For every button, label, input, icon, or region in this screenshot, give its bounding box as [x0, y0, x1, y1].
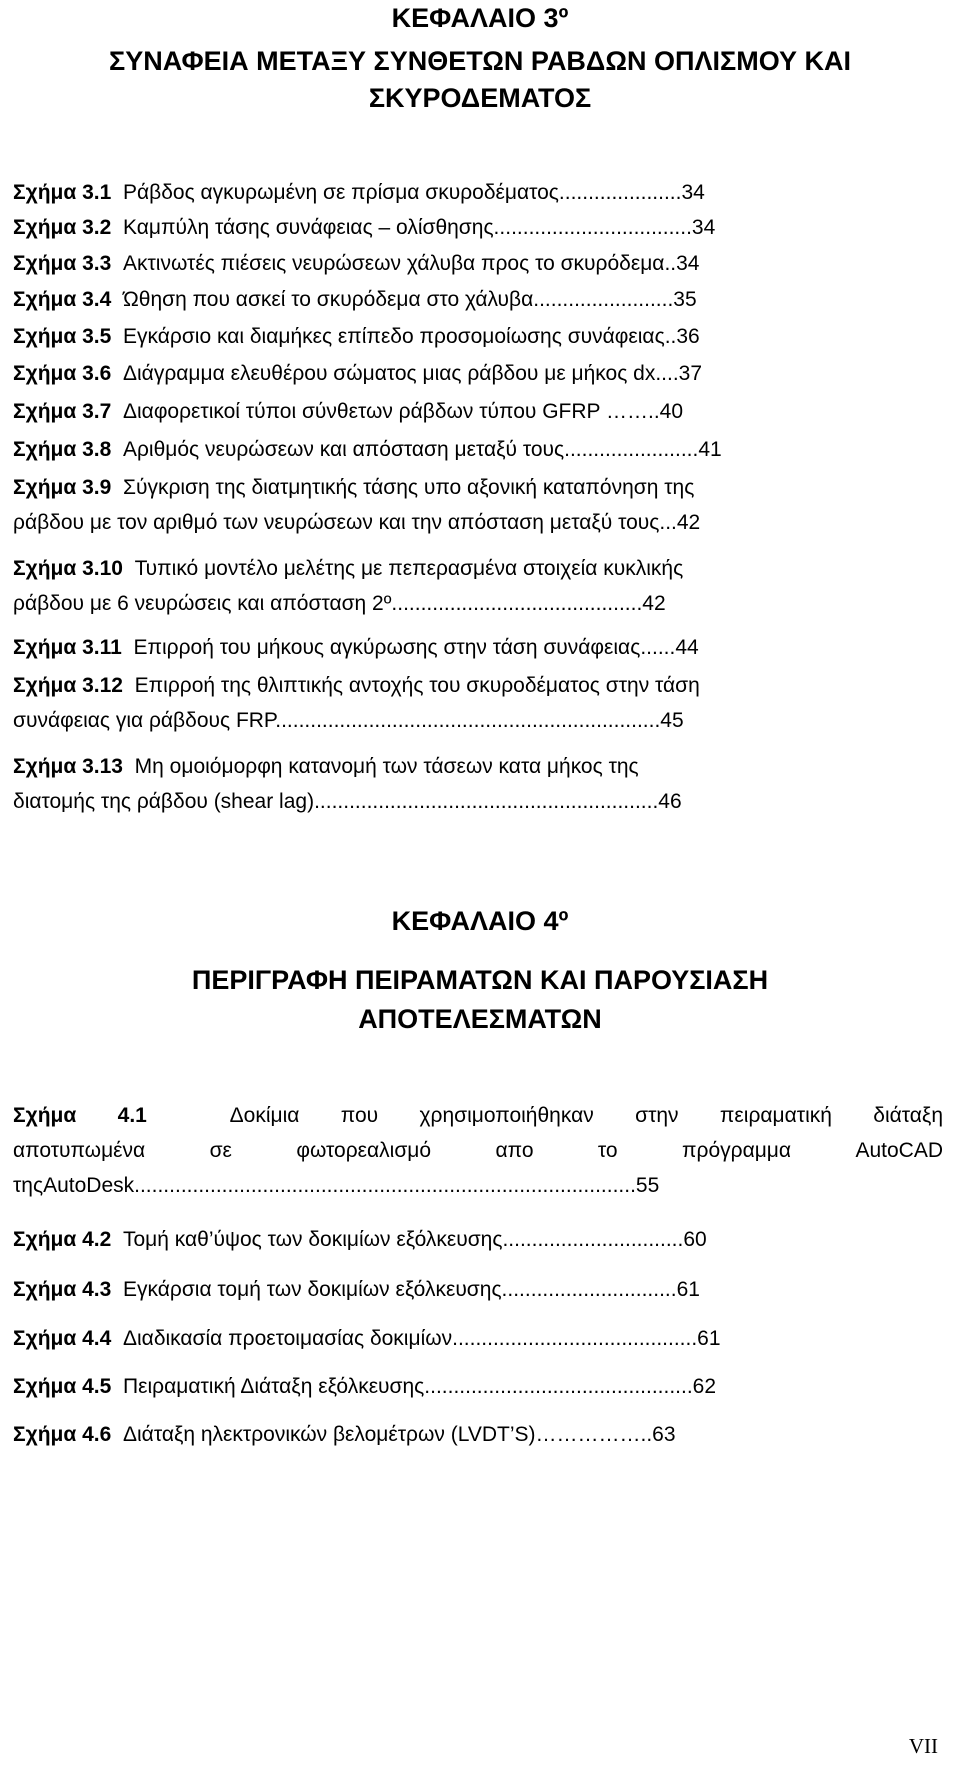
toc-entry-3-4[interactable] — [13, 282, 697, 317]
figure-caption: Ακτινωτές πιέσεις νευρώσεων χάλυβα προς το σκυρόδεμα..34 — [122, 252, 700, 275]
figure-caption: Μη ομοιόμορφη κατανομή των τάσεων κατα μήκος της — [134, 755, 639, 778]
figure-label: Σχήμα 3.7 — [13, 400, 112, 423]
toc-entry-4-1[interactable] — [13, 1098, 943, 1203]
page-number: VII — [908, 1734, 938, 1758]
figure-label: Σχήμα 3.6 — [13, 362, 112, 385]
figure-label: Σχήμα 4.3 — [13, 1278, 112, 1301]
figure-caption: Καμπύλη τάσης συνάφειας – ολίσθησης..................................34 — [122, 216, 716, 239]
figure-label: Σχήμα 3.3 — [13, 252, 112, 275]
figure-caption: Ράβδος αγκυρωμένη σε πρίσμα σκυροδέματος.....................34 — [122, 181, 705, 204]
figure-label: Σχήμα 4.2 — [13, 1228, 112, 1251]
toc-entry-3-9[interactable] — [13, 470, 700, 540]
figure-caption: Διάγραμμα ελευθέρου σώματος μιας ράβδου με μήκος dx....37 — [122, 362, 703, 385]
toc-entry-4-3[interactable] — [13, 1272, 700, 1307]
figure-caption: Διάταξη ηλεκτρονικών βελομέτρων (LVDT’S)……………..63 — [122, 1423, 676, 1446]
chapter-4-title-line-2: ΑΠΟΤΕΛΕΣΜΑΤΩΝ — [358, 1004, 602, 1034]
figure-caption: Τομή καθ’ύψος των δοκιμίων εξόλκευσης...............................60 — [122, 1228, 707, 1251]
chapter-3-title-line-2: ΣΚΥΡΟΔΕΜΑΤΟΣ — [368, 83, 592, 113]
figure-caption: Εγκάρσιο και διαμήκες επίπεδο προσομοίωσης συνάφειας..36 — [122, 325, 700, 348]
figure-label: Σχήμα 3.12 — [13, 674, 123, 697]
figure-label: Σχήμα 3.11 — [13, 636, 122, 659]
toc-entry-3-12[interactable] — [13, 668, 700, 738]
figure-label: Σχήμα 3.4 — [13, 288, 112, 311]
chapter-3-title-line-1: ΣΥΝΑΦΕΙΑ ΜΕΤΑΞΥ ΣΥΝΘΕΤΩΝ ΡΑΒΔΩΝ ΟΠΛΙΣΜΟΥ ΚΑΙ — [109, 46, 851, 76]
toc-entry-3-3[interactable] — [13, 246, 699, 281]
figure-caption: Σύγκριση της διατμητικής τάσης υπο αξονική καταπόνηση της — [122, 476, 695, 499]
chapter-3-number: ΚΕΦΑΛΑΙΟ 3º — [391, 3, 569, 33]
figure-label: Σχήμα 3.1 — [13, 181, 112, 204]
figure-label: Σχήμα 3.9 — [13, 476, 112, 499]
figure-label: Σχήμα 4.1 — [13, 1104, 147, 1127]
figure-caption: Τυπικό μοντέλο μελέτης με πεπερασμένα στοιχεία κυκλικής — [134, 557, 684, 580]
figure-caption-continued: ράβδου με τον αριθμό των νευρώσεων και την απόσταση μεταξύ τους...42 — [13, 511, 701, 534]
figure-caption-continued: διατομής της ράβδου (shear lag)...........................................................46 — [13, 790, 682, 813]
chapter-4-title-line-1: ΠΕΡΙΓΡΑΦΗ ΠΕΙΡΑΜΑΤΩΝ ΚΑΙ ΠΑΡΟΥΣΙΑΣΗ — [191, 965, 769, 995]
figure-caption-continued: αποτυπωμένα σε φωτορεαλισμό απο το πρόγραμμα AutoCAD — [13, 1139, 943, 1162]
chapter-4-number: ΚΕΦΑΛΑΙΟ 4º — [391, 906, 569, 936]
toc-entry-4-5[interactable] — [13, 1369, 716, 1404]
figure-label: Σχήμα 3.5 — [13, 325, 112, 348]
figure-label: Σχήμα 4.6 — [13, 1423, 112, 1446]
figure-caption: Δοκίμια που χρησιμοποιήθηκαν στην πειραματική διάταξη — [229, 1104, 944, 1127]
figure-caption: Πειραματική Διάταξη εξόλκευσης..............................................62 — [122, 1375, 717, 1398]
toc-entry-3-1[interactable] — [13, 175, 705, 210]
figure-label: Σχήμα 4.4 — [13, 1327, 112, 1350]
toc-entry-3-10[interactable] — [13, 551, 683, 621]
figure-caption: Αριθμός νευρώσεων και απόσταση μεταξύ τους.......................41 — [122, 438, 722, 461]
figure-caption: Επιρροή της θλιπτικής αντοχής του σκυροδέματος στην τάση — [134, 674, 700, 697]
figure-caption-continued: συνάφειας για ράβδους FRP..................................................................45 — [13, 709, 684, 732]
figure-caption: Εγκάρσια τομή των δοκιμίων εξόλκευσης..............................61 — [122, 1278, 700, 1301]
toc-entry-3-2[interactable] — [13, 210, 715, 245]
toc-entry-3-5[interactable] — [13, 319, 700, 354]
toc-entry-3-11[interactable] — [13, 630, 699, 665]
figure-label: Σχήμα 3.13 — [13, 755, 123, 778]
figure-label: Σχήμα 3.8 — [13, 438, 112, 461]
figure-caption: Ώθηση που ασκεί το σκυρόδεμα στο χάλυβα........................35 — [122, 288, 697, 311]
toc-entry-3-7[interactable] — [13, 394, 683, 429]
figure-caption: Διαφορετικοί τύποι σύνθετων ράβδων τύπου GFRP ……..40 — [122, 400, 684, 423]
figure-caption: Διαδικασία προετοιμασίας δοκιμίων..........................................61 — [122, 1327, 721, 1350]
figure-label: Σχήμα 3.2 — [13, 216, 112, 239]
toc-entry-3-13[interactable] — [13, 749, 682, 819]
toc-entry-3-6[interactable] — [13, 356, 702, 391]
toc-entry-4-6[interactable] — [13, 1417, 676, 1452]
figure-caption: Επιρροή του μήκους αγκύρωσης στην τάση συνάφειας......44 — [133, 636, 699, 659]
toc-entry-4-4[interactable] — [13, 1321, 721, 1356]
toc-entry-3-8[interactable] — [13, 432, 722, 467]
figure-label: Σχήμα 3.10 — [13, 557, 123, 580]
figure-label: Σχήμα 4.5 — [13, 1375, 112, 1398]
toc-entry-4-2[interactable] — [13, 1222, 707, 1257]
figure-caption-continued: ράβδου με 6 νευρώσεις και απόσταση 2º...........................................42 — [13, 592, 666, 615]
figure-caption-continued: τηςAutoDesk......................................................................................55 — [13, 1174, 660, 1197]
